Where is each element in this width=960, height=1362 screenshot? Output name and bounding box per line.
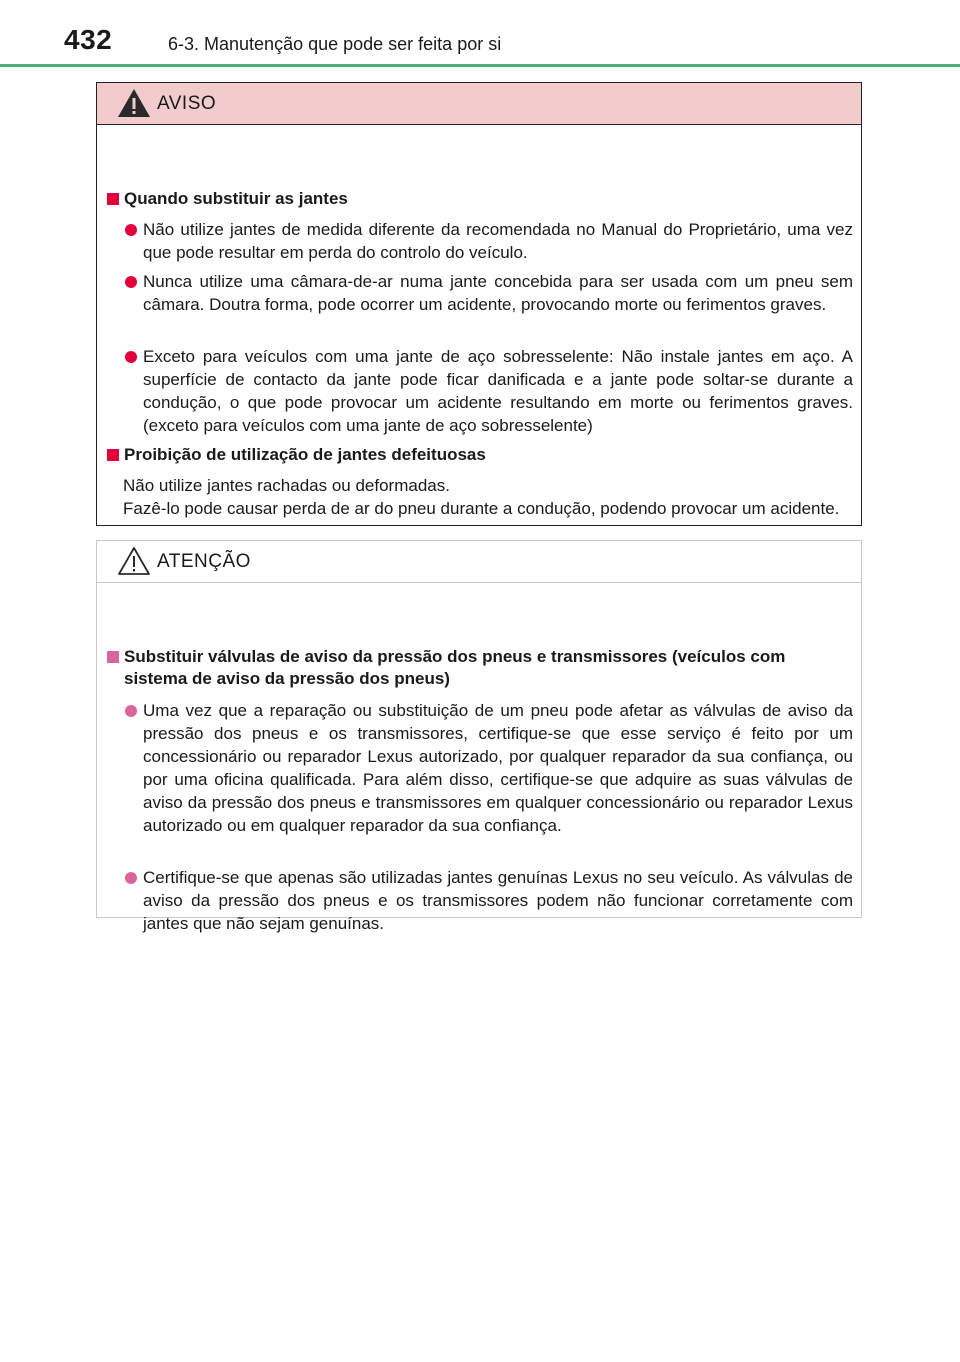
paragraph: Não utilize jantes rachadas ou deformadas. Fazê-lo pode causar perda de ar do pneu durante a condução, podendo provocar um acidente. [123, 476, 840, 518]
section-heading: Proibição de utilização de jantes defeituosas [105, 444, 853, 466]
page-number: 432 [64, 24, 113, 55]
square-bullet-icon [107, 193, 119, 205]
caution-header [97, 541, 861, 583]
list-item: Exceto para veículos com uma jante de aço sobresselente: Não instale jantes em aço. A superfície de contacto da jante pode ficar danificada e a jante pode soltar-se durante a condução, o que pode provocar um acidente resultando em morte ou ferimentos graves. (exceto para veículos com uma jante de aço sobresselente) [125, 345, 853, 437]
round-bullet-icon [125, 224, 137, 236]
warning-title: AVISO [157, 93, 217, 114]
list-item: Uma vez que a reparação ou substituição de um pneu pode afetar as válvulas de aviso da pressão dos pneus e os transmissores, certifique-se que esse serviço é feito por um concessionário ou reparador Lexus autorizado, por qualquer reparador da sua confiança, ou por uma oficina qualificada. Para além disso, certifique-se que adquire as suas válvulas de aviso da pressão dos pneus e transmissores em qualquer concessionário ou reparador Lexus autorizado ou em qualquer reparador da sua confiança. [125, 699, 853, 837]
list-item: Não utilize jantes de medida diferente da recomendada no Manual do Proprietário, uma vez que pode resultar em perda do controlo do veículo. [125, 218, 853, 264]
page-header [0, 0, 960, 70]
list-item: Certifique-se que apenas são utilizadas jantes genuínas Lexus no seu veículo. As válvulas de aviso da pressão dos pneus e os transmissores podem não funcionar corretamente com jantes que não sejam genuínas. [125, 866, 853, 935]
round-bullet-icon [125, 276, 137, 288]
square-bullet-icon [107, 449, 119, 461]
caution-triangle-icon [117, 546, 151, 576]
section-title: 6-3. Manutenção que pode ser feita por si [168, 34, 502, 54]
caution-title: ATENÇÃO [157, 551, 251, 572]
section-heading: Substituir válvulas de aviso da pressão dos pneus e transmissores (veículos com sistema de aviso da pressão dos pneus) [105, 646, 853, 690]
list-item: Nunca utilize uma câmara-de-ar numa jante concebida para ser usada com um pneu sem câmara. Doutra forma, pode ocorrer um acidente, provocando morte ou ferimentos graves. [125, 270, 853, 316]
section-heading: Quando substituir as jantes [105, 188, 853, 210]
caution-box [96, 540, 862, 933]
warning-header [97, 83, 861, 125]
round-bullet-icon [125, 351, 137, 363]
header-divider [0, 64, 960, 67]
warning-box [96, 82, 862, 526]
square-bullet-icon [107, 651, 119, 663]
warning-triangle-icon [117, 88, 151, 118]
round-bullet-icon [125, 705, 137, 717]
round-bullet-icon [125, 872, 137, 884]
